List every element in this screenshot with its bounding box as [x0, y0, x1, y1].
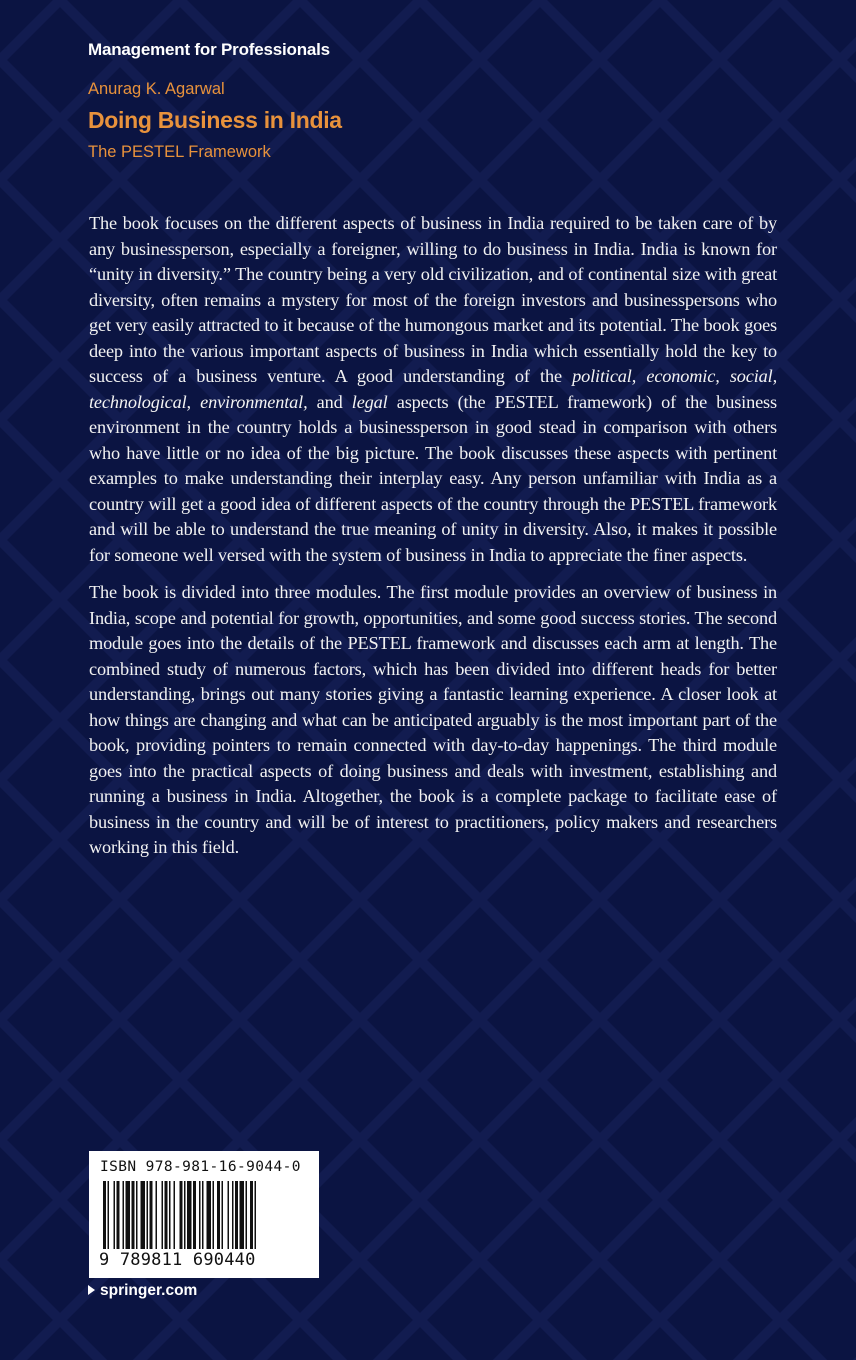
description-paragraph-1 [89, 211, 777, 568]
author-name: Anurag K. Agarwal [88, 80, 225, 98]
isbn-barcode [89, 1151, 319, 1278]
barcode-bars [103, 1181, 307, 1249]
paragraph-1-part-a: The book focuses on the different aspects of business in India required to be taken care of by any businessperson, especially a foreigner, willing to do business in India. India is known for “unity in diversity.” The country being a very old civilization, and of continental size with great diversity, often remains a mystery for most of the foreign investors and businesspersons who get very easily attracted to it because of the humongous market and its potential. The book goes deep into the various important aspects of business in India which essentially hold the key to success of a business venture. A good understanding of the [89, 213, 777, 386]
paragraph-1-italic-legal: legal [351, 391, 388, 412]
publisher-link[interactable] [88, 1282, 197, 1300]
publisher-url: springer.com [100, 1282, 198, 1299]
isbn-label: ISBN 978-981-16-9044-0 [100, 1159, 301, 1175]
book-title: Doing Business in India [88, 107, 342, 133]
paragraph-1-part-b: aspects (the PESTEL framework) of the business environment in the country holds a businessperson in good stead in comparison with others who have little or no idea of the big picture. The book discusses these aspects with pertinent examples to make understanding their interplay easy. Any person unfamiliar with India as a country will get a good idea of different aspects of the country through the PESTEL framework and will be able to understand the true meaning of unity in diversity. Also, it makes it possible for someone well versed with the system of business in India to appreciate the finer aspects. [89, 391, 777, 565]
paragraph-1-and: and [307, 391, 352, 412]
barcode-digits: 9 789811 690440 [99, 1250, 256, 1270]
paragraph-1-italic-terms: political, economic, social, technological, environmental, [89, 366, 778, 412]
series-name: Management for Professionals [88, 40, 330, 59]
book-description [89, 211, 777, 873]
book-subtitle: The PESTEL Framework [88, 143, 271, 161]
description-paragraph-2: The book is divided into three modules. The first module provides an overview of business in India, scope and potential for growth, opportunities, and some good success stories. The second module goes into the details of the PESTEL framework and discusses each arm at length. The combined study of numerous factors, which has been divided into different heads for better understanding, brings out many stories giving a fantastic learning experience. A closer look at how things are changing and what can be anticipated arguably is the most important part of the book, providing pointers to remain connected with day-to-day happenings. The third module goes into the practical aspects of doing business and deals with investment, establishing and running a business in India. Altogether, the book is a complete package to facilitate ease of business in the country and will be of interest to practitioners, policy makers and researchers working in this field. [89, 582, 777, 857]
arrow-right-icon [88, 1285, 95, 1295]
